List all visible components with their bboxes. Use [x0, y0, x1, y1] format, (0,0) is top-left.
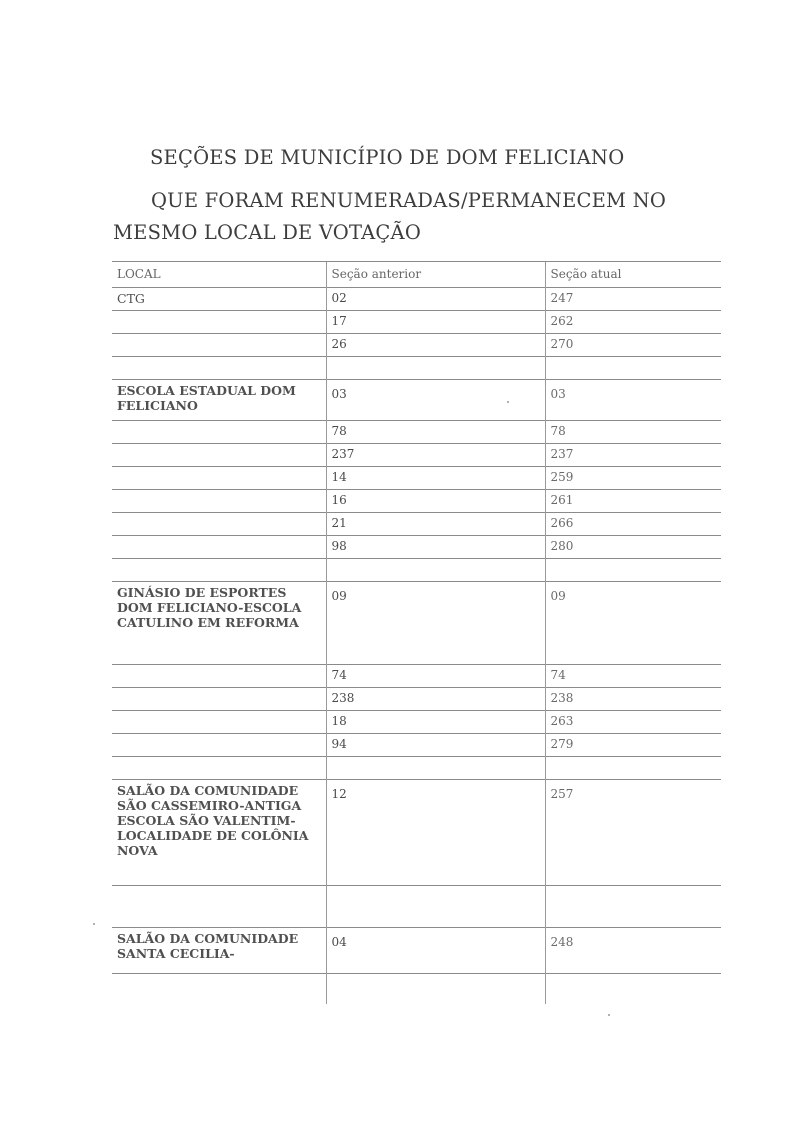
table-row — [112, 928, 721, 974]
local-cell — [112, 886, 326, 928]
table-row — [112, 357, 721, 380]
previous-section-cell: 04 — [326, 928, 545, 974]
current-section-cell: 237 — [545, 444, 721, 467]
previous-section-cell — [326, 974, 545, 1004]
current-section-cell: 270 — [545, 334, 721, 357]
previous-section-cell: 17 — [326, 311, 545, 334]
current-section-cell — [545, 357, 721, 380]
current-section-cell: 78 — [545, 421, 721, 444]
local-cell: SALÃO DA COMUNIDADE SANTA CECILIA- — [112, 928, 326, 974]
current-section-cell — [545, 886, 721, 928]
current-section-cell: 261 — [545, 490, 721, 513]
current-section-cell: 259 — [545, 467, 721, 490]
current-section-cell: 03 — [545, 380, 721, 421]
local-cell — [112, 421, 326, 444]
table-row — [112, 490, 721, 513]
previous-section-cell: 18 — [326, 711, 545, 734]
table-row — [112, 444, 721, 467]
current-section-cell — [545, 974, 721, 1004]
previous-section-cell: 74 — [326, 665, 545, 688]
sections-table — [112, 261, 721, 1004]
table-row — [112, 974, 721, 1004]
local-cell: SALÃO DA COMUNIDADE SÃO CASSEMIRO-ANTIGA ESCOLA SÃO VALENTIM- LOCALIDADE DE COLÔNIA NOVA — [112, 780, 326, 886]
previous-section-cell: 238 — [326, 688, 545, 711]
local-cell — [112, 734, 326, 757]
current-section-cell — [545, 559, 721, 582]
previous-section-cell: 94 — [326, 734, 545, 757]
local-cell — [112, 536, 326, 559]
header-secao-anterior: Seção anterior — [326, 262, 545, 288]
table-row — [112, 757, 721, 780]
local-cell — [112, 444, 326, 467]
previous-section-cell: 237 — [326, 444, 545, 467]
previous-section-cell: 02 — [326, 288, 545, 311]
table-row — [112, 688, 721, 711]
current-section-cell: 74 — [545, 665, 721, 688]
local-cell — [112, 665, 326, 688]
current-section-cell: 257 — [545, 780, 721, 886]
current-section-cell: 247 — [545, 288, 721, 311]
local-cell — [112, 757, 326, 780]
scan-speck — [93, 923, 95, 925]
title-line-1: SEÇÕES DE MUNICÍPIO DE DOM FELICIANO — [150, 146, 625, 169]
previous-section-cell: 12 — [326, 780, 545, 886]
local-cell — [112, 559, 326, 582]
current-section-cell: 248 — [545, 928, 721, 974]
current-section-cell: 280 — [545, 536, 721, 559]
local-cell — [112, 357, 326, 380]
current-section-cell: 09 — [545, 582, 721, 665]
title-line-3: MESMO LOCAL DE VOTAÇÃO — [113, 221, 422, 244]
table-row — [112, 311, 721, 334]
table-header-row — [112, 262, 721, 288]
previous-section-cell: 16 — [326, 490, 545, 513]
table-row — [112, 380, 721, 421]
local-cell: CTG — [112, 288, 326, 311]
previous-section-cell: 78 — [326, 421, 545, 444]
table-row — [112, 513, 721, 536]
current-section-cell — [545, 757, 721, 780]
table-row — [112, 334, 721, 357]
title-line-2: QUE FORAM RENUMERADAS/PERMANECEM NO — [151, 189, 667, 212]
previous-section-cell: 98 — [326, 536, 545, 559]
local-cell — [112, 711, 326, 734]
scan-speck — [507, 401, 509, 403]
header-local: LOCAL — [112, 262, 326, 288]
previous-section-cell: 21 — [326, 513, 545, 536]
local-cell — [112, 513, 326, 536]
current-section-cell: 279 — [545, 734, 721, 757]
previous-section-cell — [326, 757, 545, 780]
current-section-cell: 262 — [545, 311, 721, 334]
table-row — [112, 711, 721, 734]
previous-section-cell: 14 — [326, 467, 545, 490]
table-row — [112, 467, 721, 490]
local-cell — [112, 490, 326, 513]
table-row — [112, 421, 721, 444]
previous-section-cell — [326, 357, 545, 380]
table-row — [112, 559, 721, 582]
table-row — [112, 288, 721, 311]
previous-section-cell: 09 — [326, 582, 545, 665]
table-row — [112, 536, 721, 559]
previous-section-cell — [326, 886, 545, 928]
table-row — [112, 780, 721, 886]
previous-section-cell: 03 — [326, 380, 545, 421]
table-row — [112, 886, 721, 928]
previous-section-cell: 26 — [326, 334, 545, 357]
local-cell: GINÁSIO DE ESPORTES DOM FELICIANO-ESCOLA CATULINO EM REFORMA — [112, 582, 326, 665]
local-cell — [112, 467, 326, 490]
table-row — [112, 665, 721, 688]
scan-speck — [608, 1014, 610, 1016]
table-row — [112, 734, 721, 757]
current-section-cell: 263 — [545, 711, 721, 734]
local-cell — [112, 334, 326, 357]
current-section-cell: 238 — [545, 688, 721, 711]
previous-section-cell — [326, 559, 545, 582]
table-row — [112, 582, 721, 665]
local-cell — [112, 688, 326, 711]
current-section-cell: 266 — [545, 513, 721, 536]
local-cell — [112, 311, 326, 334]
local-cell — [112, 974, 326, 1004]
header-secao-atual: Seção atual — [545, 262, 721, 288]
local-cell: ESCOLA ESTADUAL DOM FELICIANO — [112, 380, 326, 421]
